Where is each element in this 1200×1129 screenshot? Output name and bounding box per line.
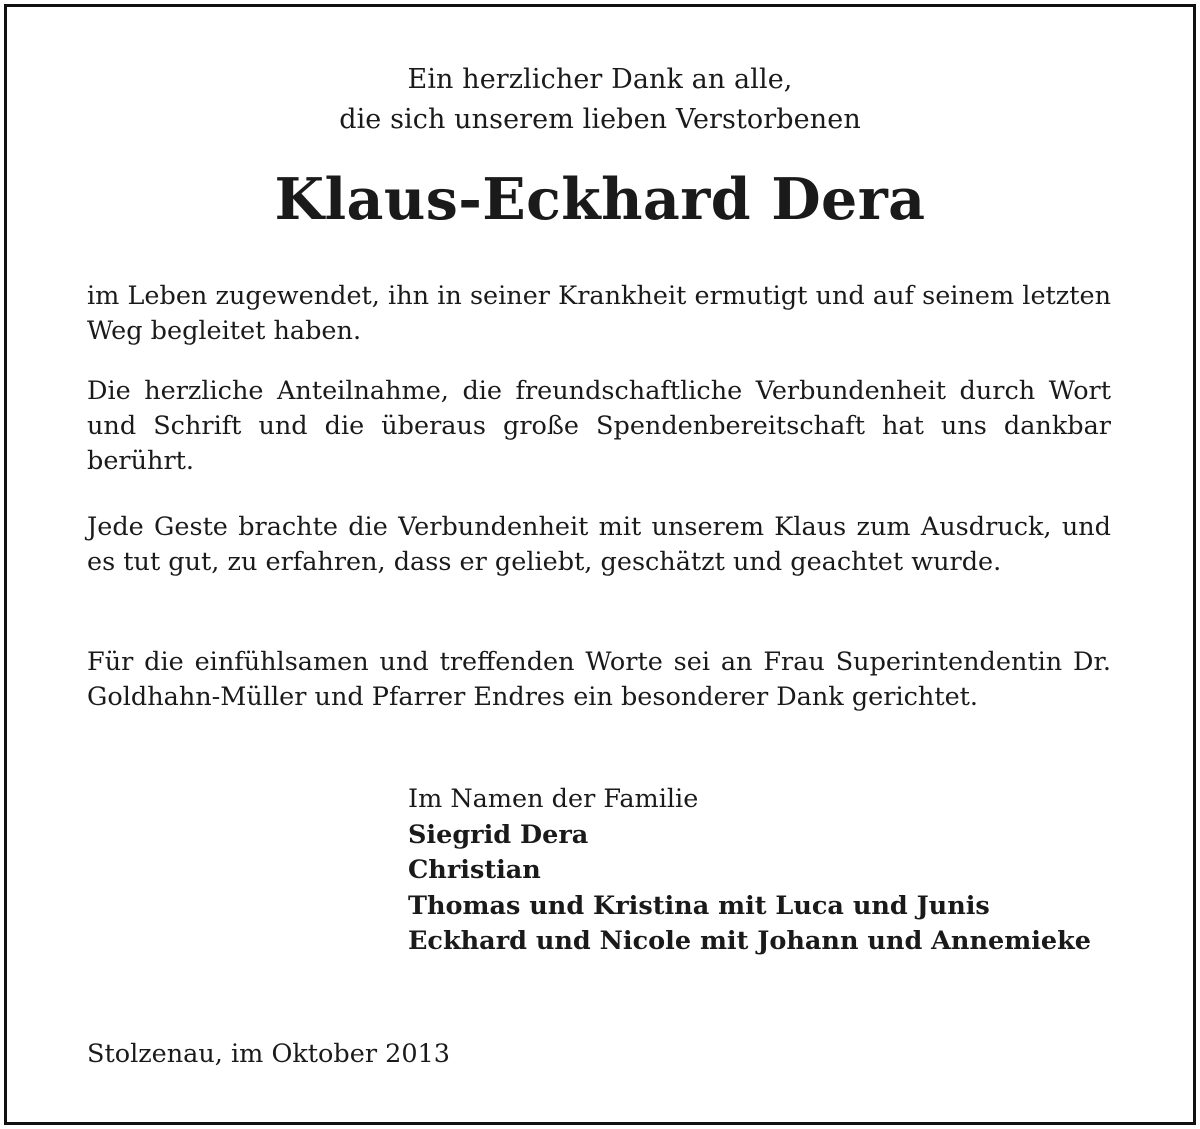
- signature-name: Thomas und Kristina mit Luca und Junis: [408, 890, 990, 921]
- intro-line-1: Ein herzlicher Dank an alle,: [407, 64, 793, 95]
- place-and-date: Stolzenau, im Oktober 2013: [87, 1039, 451, 1069]
- paragraph-1: im Leben zugewendet, ihn in seiner Krankheit ermutigt und auf seinem letzten Weg begleitet haben.: [87, 281, 1111, 346]
- signature-name: Christian: [408, 855, 541, 885]
- deceased-name: Klaus-Eckhard Dera: [274, 166, 926, 233]
- paragraph-2: Die herzliche Anteilnahme, die freundschaftliche Verbundenheit durch Wort und Schrift und die überaus große Spendenbereitschaft hat uns dankbar berührt.: [87, 376, 1111, 476]
- signature-block: [408, 782, 1091, 960]
- intro-line-2: die sich unserem lieben Verstorbenen: [339, 104, 861, 135]
- paragraph-4: Für die einfühlsamen und treffenden Worte sei an Frau Superintendentin Dr. Goldhahn-Müller und Pfarrer Endres ein besonderer Dank gerichtet.: [87, 647, 1111, 712]
- signature-intro: Im Namen der Familie: [408, 784, 699, 814]
- paragraph-3: Jede Geste brachte die Verbundenheit mit unserem Klaus zum Ausdruck, und es tut gut, zu erfahren, dass er geliebt, geschätzt und geachtet wurde.: [87, 512, 1111, 577]
- signature-name: Siegrid Dera: [408, 819, 589, 850]
- signature-name: Eckhard und Nicole mit Johann und Annemieke: [408, 926, 1092, 956]
